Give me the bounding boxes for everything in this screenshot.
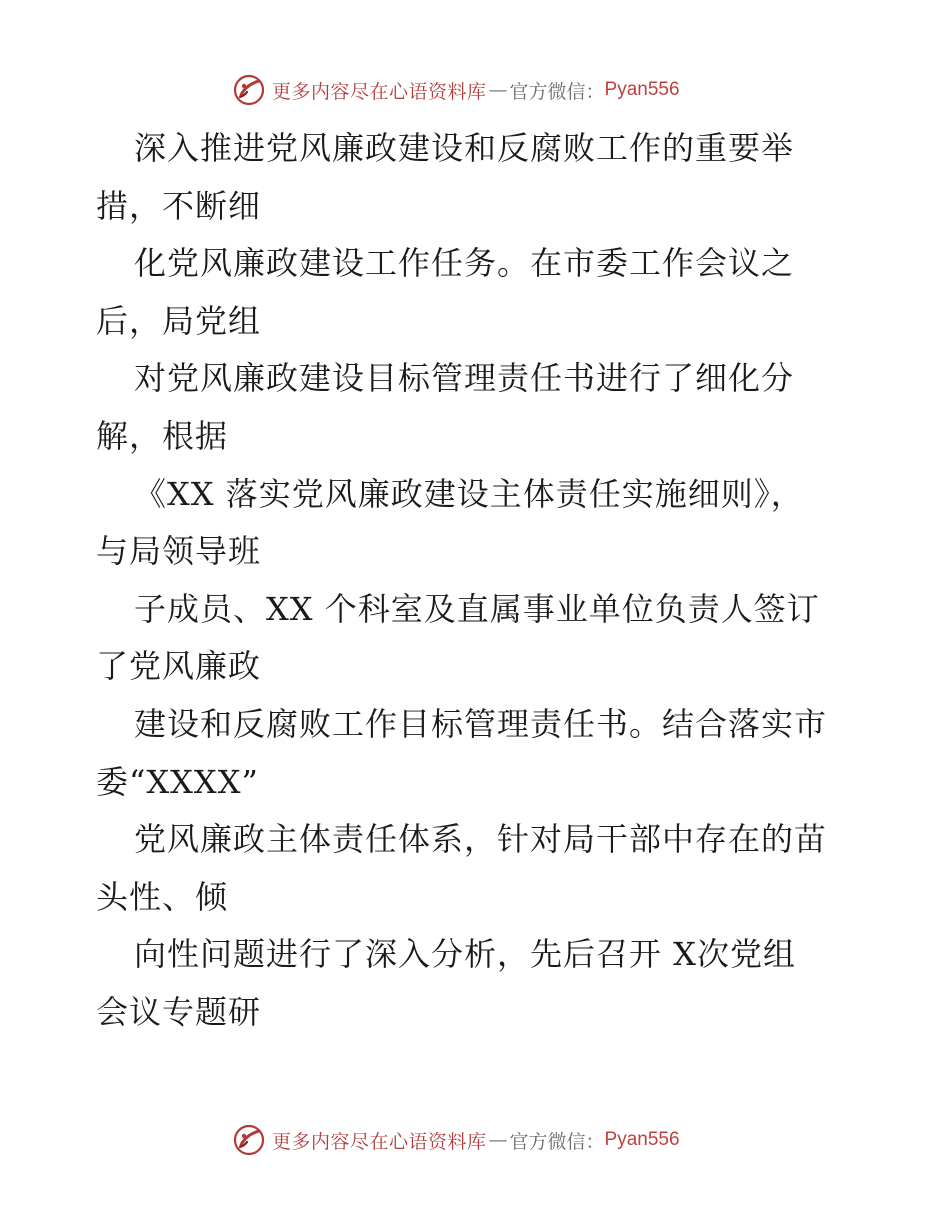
- body-line: 向性问题进行了深入分析，先后召开 X次党组: [134, 935, 796, 974]
- body-line: 与局领导班: [96, 532, 262, 571]
- page-header-banner: [232, 70, 732, 110]
- wechat-id: Pyan556: [604, 1129, 680, 1150]
- body-line: 头性、倾: [96, 877, 229, 916]
- wechat-label: 官方微信：: [509, 80, 605, 103]
- body-line: 了党风廉政: [96, 647, 262, 686]
- body-line: 后，局党组: [96, 301, 262, 340]
- banner-text: 更多内容尽在心语资料库: [272, 1130, 487, 1153]
- body-line: 党风廉政主体责任体系，针对局干部中存在的苗: [134, 820, 828, 859]
- body-line: 《XX 落实党风廉政建设主体责任实施细则》，: [134, 474, 804, 513]
- body-line: 建设和反腐败工作目标管理责任书。结合落实市: [134, 704, 828, 743]
- banner-separator: —: [488, 79, 508, 101]
- wechat-id: Pyan556: [604, 79, 680, 100]
- body-line: 化党风廉政建设工作任务。在市委工作会议之: [134, 244, 795, 283]
- banner-text: 更多内容尽在心语资料库: [272, 80, 487, 103]
- body-line: 会议专题研: [96, 992, 262, 1031]
- document-body: [96, 120, 876, 1042]
- brush-logo-icon: [232, 1123, 266, 1157]
- body-line: 解，根据: [96, 416, 229, 455]
- body-line: 深入推进党风廉政建设和反腐败工作的重要举: [134, 129, 795, 167]
- page-footer-banner: [232, 1120, 732, 1160]
- body-line: 子成员、XX 个科室及直属事业单位负责人签订: [134, 589, 820, 628]
- wechat-label: 官方微信：: [509, 1130, 605, 1153]
- banner-separator: —: [488, 1129, 508, 1151]
- body-line: 措，不断细: [96, 186, 262, 225]
- body-line: 委“XXXX”: [96, 762, 259, 801]
- brush-logo-icon: [232, 73, 266, 107]
- body-line: 对党风廉政建设目标管理责任书进行了细化分: [134, 359, 795, 398]
